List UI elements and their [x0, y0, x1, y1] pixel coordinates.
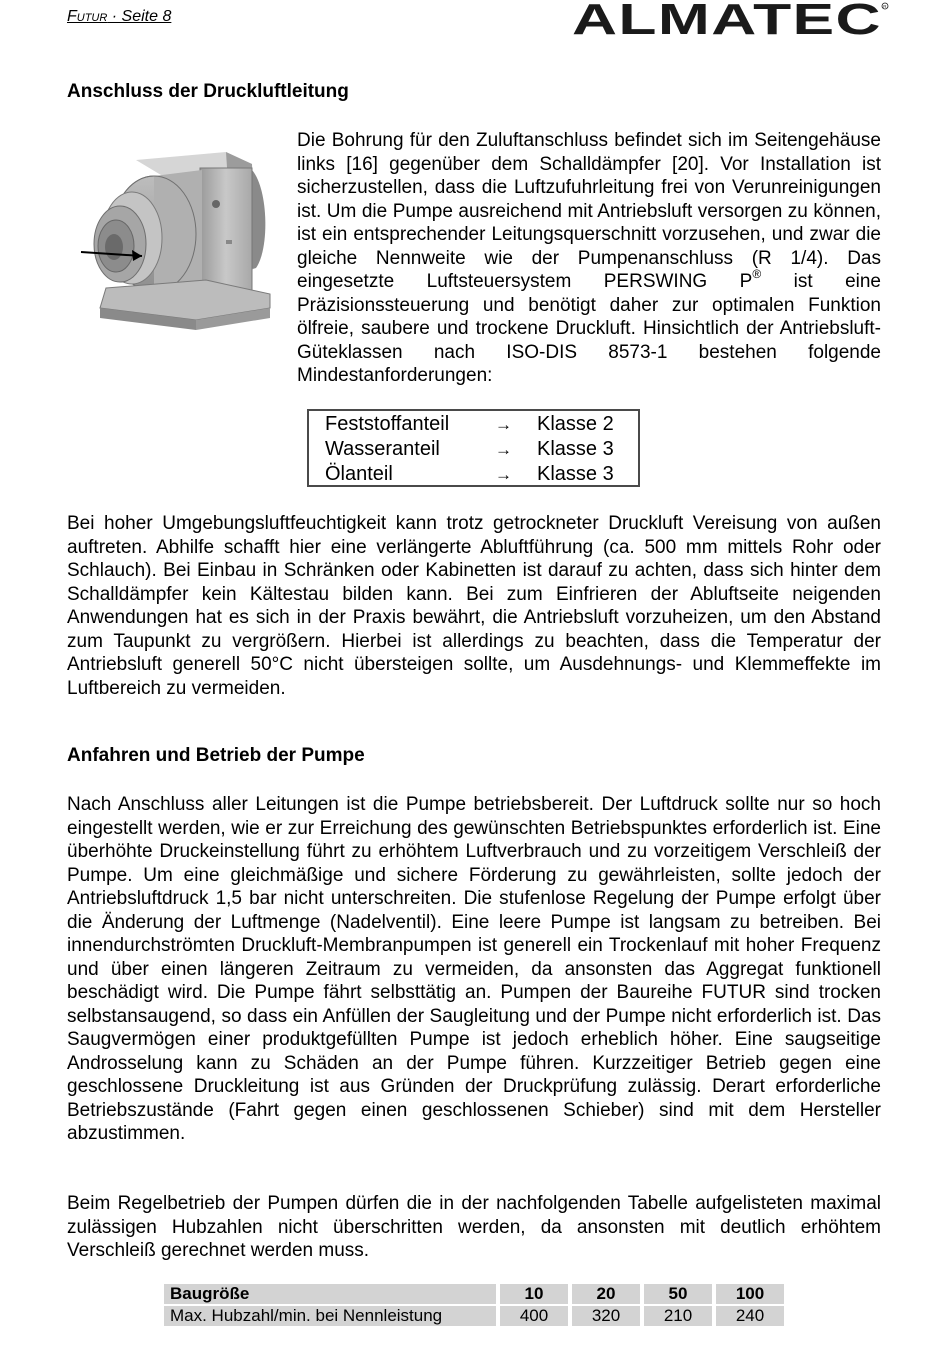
table-header-cell: 100 — [716, 1284, 784, 1304]
table-cell: 400 — [500, 1306, 568, 1326]
stroke-limit-paragraph: Beim Regelbetrieb der Pumpen dürfen die in der nachfolgenden Tabelle aufgelisteten maximal zulässigen Hubzahlen nicht überschritten werden, da ansonsten mit deutlich erhöhtem Verschleiß gerechnet werden muss. — [67, 1193, 881, 1261]
humidity-paragraph: Bei hoher Umgebungsluftfeuchtigkeit kann trotz getrockneter Druckluft Vereisung von außen auftreten. Abhilfe schafft hier eine verlängerte Abluftführung (ca. 500 mm mittels Rohr oder Schlauch). Bei Einbau in Schränken oder Kabinetten ist darauf zu achten, dass sich hinter dem Schalldämpfer kein Kältestau bilden kann. Bei zum Einfrieren der Abluftseite neigenden Anwendungen hat es sich in der Praxis bewährt, die Antriebsluft vorzuheizen, um den Abstand zum Taupunkt zu vergrößern. Hierbei ist allerdings zu beachten, dass die Temperatur der Antriebsluft generell 50°C nicht übersteigen sollte, um Ausdehnungs- und Klemmeffekte im Luftbereich zu vermeiden. — [67, 513, 881, 699]
table-header-cell: 10 — [500, 1284, 568, 1304]
arrow-right-icon: → — [495, 465, 512, 484]
quality-row: Feststoffanteil → Klasse 2 — [325, 413, 614, 435]
section-heading-air-connection: Anschluss der Druckluftleitung — [67, 81, 349, 102]
registered-trademark-sign: ® — [752, 266, 762, 281]
operation-paragraph: Nach Anschluss aller Leitungen ist die Pumpe betriebsbereit. Der Luftdruck sollte nur so hoch eingestellt werden, wie er zur Erreichung des gewünschten Betriebspunktes erforderlich ist. Eine überhöhte Druckeinstellung führt zu erhöhtem Luftverbrauch und zu vorzeitigem Verschleiß der Pumpe. Um eine gleichmäßige und sichere Förderung zu gewährleisten, sollte jedoch der Antriebsluftdruck 1,5 bar nicht unterschreiten. Die stufenlose Regelung der Pumpe erfolgt über die Änderung der Luftmenge (Nadelventil). Eine leere Pumpe ist langsam zu betreiben. Bei innendurchströmten Druckluft-Membranpumpen ist generell ein Trockenlauf mit hoher Frequenz und über einen längeren Zeitraum zu vermeiden, da ansonsten das Aggregat funktionell beschädigt wird. Die Pumpe fährt selbsttätig an. Pumpen der Baureihe FUTUR sind trocken selbstansaugend, so dass ein Anfüllen der Saugleitung und der Pumpe nicht erforderlich ist. Das Saugvermögen einer produktgefüllten Pumpe ist jedoch erheblich höher. Eine saugseitige Androsselung kann zu Schäden an der Pumpe führen. Kurzzeitiger Betrieb gegen eine geschlossene Druckleitung ist aus Gründen der Druckprüfung zulässig. Derart erforderliche Betriebszustände (Fahrt gegen einen geschlossenen Schieber) sind mit dem Hersteller abzustimmen. — [67, 794, 881, 1144]
table-header-cell: Baugröße — [164, 1284, 496, 1304]
header-brand: Futur — [67, 8, 108, 25]
arrow-right-icon: → — [495, 440, 512, 459]
svg-text:R: R — [883, 3, 887, 9]
pump-illustration — [76, 148, 282, 338]
arrow-right-icon: → — [495, 415, 512, 434]
table-header-cell: 20 — [572, 1284, 640, 1304]
table-header-row — [164, 1284, 784, 1304]
table-cell: Max. Hubzahl/min. bei Nennleistung — [164, 1306, 496, 1326]
table-header-cell: 50 — [644, 1284, 712, 1304]
logo-text: ALMATEC — [572, 0, 882, 40]
section-heading-startup: Anfahren und Betrieb der Pumpe — [67, 745, 365, 766]
air-connection-intro-paragraph: Die Bohrung für den Zuluftanschluss befindet sich im Seitengehäuse links [16] gegenüber dem Schalldämpfer [20]. Vor Installation ist sicherzustellen, dass die Luftzufuhrleitung frei von Verunreinigungen ist. Um die Pumpe ausreichend mit Antriebsluft versorgen zu können, ist ein entsprechender Leitungsquerschnitt vorzusehen, und zwar die gleiche Nennweite wie der Pumpenanschluss (R 1/4). Das eingesetzte Luftsteuersystem PERSWING P® ist eine Präzisionssteuerung und benötigt daher zur optimalen Funktion ölfreie, saubere und trockene Druckluft. Hinsichtlich der Antriebsluft-Güteklassen nach ISO-DIS 8573-1 bestehen folgende Mindestanforderungen: — [297, 130, 881, 386]
quality-row: Wasseranteil → Klasse 3 — [325, 438, 614, 460]
page-header-label — [67, 8, 171, 26]
header-page-number: · Seite 8 — [107, 8, 172, 25]
almatec-logo — [572, 0, 890, 40]
quality-row: Ölanteil → Klasse 3 — [325, 463, 614, 485]
air-quality-requirements-box — [307, 409, 640, 487]
stroke-rate-table — [160, 1282, 788, 1328]
table-cell: 210 — [644, 1306, 712, 1326]
table-cell: 240 — [716, 1306, 784, 1326]
table-cell: 320 — [572, 1306, 640, 1326]
table-row — [164, 1306, 784, 1326]
